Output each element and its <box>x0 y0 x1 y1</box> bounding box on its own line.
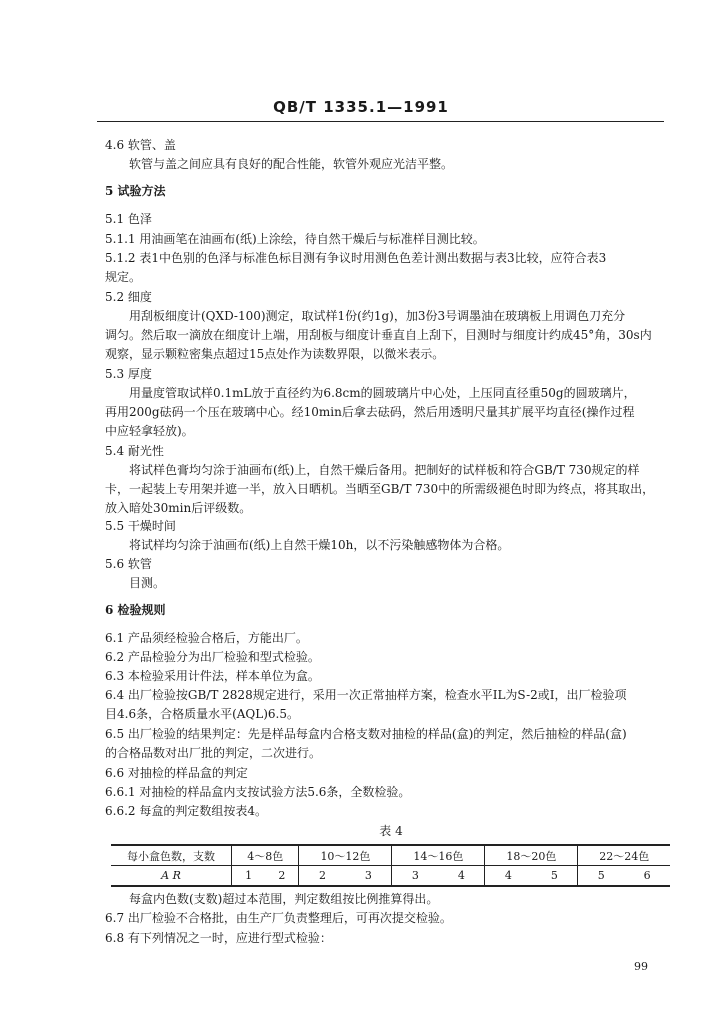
clause-6-5-line2: 的合格品数对出厂批的判定，二次进行。 <box>105 746 322 760</box>
table-row-label: A R <box>111 866 232 887</box>
clause-6-6-1: 6.6.1 对抽检的样品盒内支按试验方法5.6条，全数检验。 <box>105 785 411 799</box>
clause-5-2-line2: 调匀。然后取一滴放在细度计上端，用刮板与细度计垂直自上刮下，目测时与细度计约成45°角，30s内 <box>105 328 652 342</box>
clause-5-2-line3: 观察，显示颗粒密集点超过15点处作为读数界限，以微米表示。 <box>105 347 445 361</box>
clause-5-5-title: 5.5 干燥时间 <box>105 519 176 533</box>
clause-5-4-line1: 将试样色膏均匀涂于油画布(纸)上，自然干燥后备用。把制好的试样板和符合GB/T 730规定的样 <box>129 463 640 477</box>
table-4 <box>111 844 670 887</box>
table-row <box>111 845 670 866</box>
table-col-header: 22～24色 <box>578 845 670 866</box>
clause-6-8: 6.8 有下列情况之一时，应进行型式检验： <box>105 931 332 945</box>
clause-6-2: 6.2 产品检验分为出厂检验和型式检验。 <box>105 650 320 664</box>
re-value: 3 <box>364 869 372 882</box>
table-row-label: 每小盒色数，支数 <box>111 845 232 866</box>
table-cell <box>392 866 485 887</box>
table-col-header: 14～16色 <box>392 845 485 866</box>
table-cell <box>485 866 578 887</box>
clause-5-6-text: 目测。 <box>129 576 166 590</box>
ac-value: 5 <box>597 869 605 882</box>
clause-5-1-title: 5.1 色泽 <box>105 212 152 226</box>
clause-5-3-line3: 中应轻拿轻放)。 <box>105 424 194 438</box>
clause-4-6-title: 4.6 软管、盖 <box>105 138 176 152</box>
clause-6-4-line1: 6.4 出厂检验按GB/T 2828规定进行，采用一次正常抽样方案，检查水平IL为S-2或Ⅰ，出厂检验项 <box>105 688 627 702</box>
clause-5-3-line2: 再用200g砝码一个压在玻璃中心。经10min后拿去砝码，然后用透明尺量其扩展平均直径(操作过程 <box>105 405 635 419</box>
clause-5-2-line1: 用刮板细度计(QXD-100)测定，取试样1份(约1g)，加3份3号调墨油在玻璃板上用调色刀充分 <box>129 309 626 323</box>
re-value: 5 <box>550 869 558 882</box>
table-4-caption: 表 4 <box>379 824 403 838</box>
page-number: 99 <box>634 960 648 973</box>
table-col-header: 10～12色 <box>299 845 392 866</box>
re-value: 6 <box>643 869 651 882</box>
ac-value: 2 <box>318 869 326 882</box>
clause-5-3-title: 5.3 厚度 <box>105 367 152 381</box>
clause-5-1-2-line1: 5.1.2 表1中色别的色泽与标准色标目测有争议时用测色色差计测出数据与表3比较，应符合表3 <box>105 251 607 265</box>
clause-6-6-2: 6.6.2 每盒的判定数组按表4。 <box>105 804 267 818</box>
clause-6-7: 6.7 出厂检验不合格批，由生产厂负责整理后，可再次提交检验。 <box>105 911 452 925</box>
clause-6-4-line2: 目4.6条，合格质量水平(AQL)6.5。 <box>105 707 300 721</box>
table-cell <box>232 866 299 887</box>
table-col-header: 4～8色 <box>232 845 299 866</box>
re-value: 2 <box>278 869 286 882</box>
standard-header: QB/T 1335.1—1991 <box>273 98 449 116</box>
ac-value: 4 <box>504 869 512 882</box>
clause-5-2-title: 5.2 细度 <box>105 290 152 304</box>
ac-value: 1 <box>245 869 253 882</box>
re-value: 4 <box>457 869 465 882</box>
clause-6-3: 6.3 本检验采用计件法，样本单位为盒。 <box>105 669 320 683</box>
header-rule <box>97 121 664 122</box>
clause-5-5-text: 将试样均匀涂于油画布(纸)上自然干燥10h，以不污染触感物体为合格。 <box>129 538 510 552</box>
clause-4-6-text: 软管与盖之间应具有良好的配合性能，软管外观应光洁平整。 <box>129 157 454 171</box>
clause-5-3-line1: 用量度管取试样0.1mL放于直径约为6.8cm的圆玻璃片中心处，上压同直径重50g的圆玻璃片， <box>129 386 636 400</box>
clause-5-4-line2: 卡，一起装上专用架并遮一半，放入日晒机。当晒至GB/T 730中的所需级褪色时即为终点，将其取出， <box>105 482 655 496</box>
clause-5-4-line3: 放入暗处30min后评级数。 <box>105 501 252 515</box>
clause-5-1-1: 5.1.1 用油画笔在油画布(纸)上涂绘，待自然干燥后与标准样目测比较。 <box>105 232 485 246</box>
section-5-title: 5 试验方法 <box>105 184 166 198</box>
table-cell <box>578 866 670 887</box>
clause-5-4-title: 5.4 耐光性 <box>105 444 164 458</box>
ac-value: 3 <box>411 869 419 882</box>
clause-6-1: 6.1 产品须经检验合格后，方能出厂。 <box>105 631 308 645</box>
table-row <box>111 866 670 887</box>
table-cell <box>299 866 392 887</box>
clause-5-1-2-line2: 规定。 <box>105 270 142 284</box>
clause-6-5-line1: 6.5 出厂检验的结果判定：先是样品每盒内合格支数对抽检的样品(盒)的判定，然后抽检的样品(盒) <box>105 727 627 741</box>
section-6-title: 6 检验规则 <box>105 603 166 617</box>
table-col-header: 18～20色 <box>485 845 578 866</box>
table-4-note: 每盒内色数(支数)超过本范围，判定数组按比例推算得出。 <box>129 892 439 906</box>
clause-5-6-title: 5.6 软管 <box>105 557 152 571</box>
clause-6-6-title: 6.6 对抽检的样品盒的判定 <box>105 766 248 780</box>
